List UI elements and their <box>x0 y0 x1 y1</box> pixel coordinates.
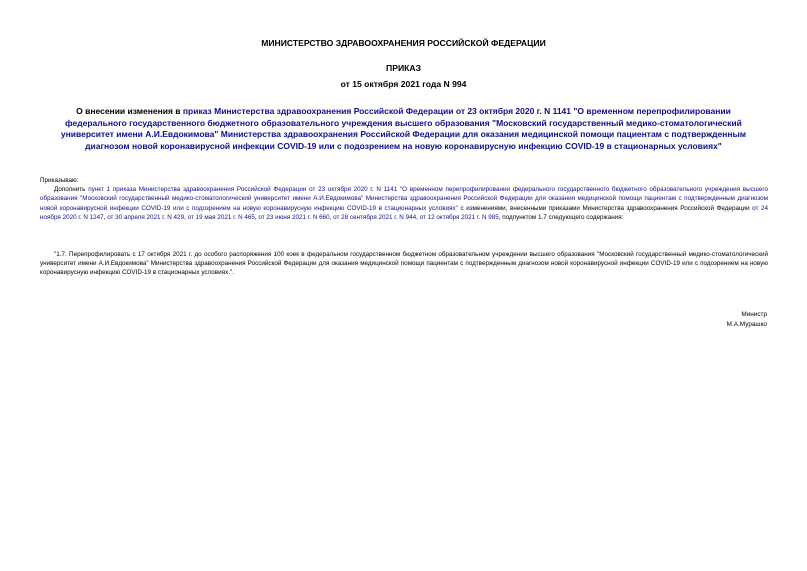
document-title <box>56 106 751 152</box>
para1-link-order-660[interactable]: от 23 июня 2021 г. N 660 <box>258 213 330 221</box>
para1-mid: с изменениями, внесенными приказами Министерства здравоохранения Российской Федерации <box>457 204 753 212</box>
para1-link-order-465[interactable]: от 19 мая 2021 г. N 465 <box>187 213 255 221</box>
para1-link-order-1141[interactable]: пункт 1 приказа Министерства здравоохранения Российской Федерации от 23 октября 2020 г. N 1141 "О временном перепрофилировании федерального государственного бюджетного образовательного учреждения высшего образования "Московский государственный медико-стоматологический университет имени А.И.Евдокимова" Министерства здравоохранения Российской Федерации для оказания медицинской помощи пациентам с подтвержденным диагнозом новой коронавирусной инфекции COVID-19 или с подозрением на новую коронавирусную инфекцию COVID-19 в стационарных условиях" <box>40 186 769 212</box>
signature-position: Министр <box>741 311 767 318</box>
separator: , <box>329 213 334 221</box>
paragraph-1 <box>40 185 768 222</box>
doc-type-heading: ПРИКАЗ <box>386 63 421 73</box>
signature-block <box>727 310 767 330</box>
ministry-heading: МИНИСТЕРСТВО ЗДРАВООХРАНЕНИЯ РОССИЙСКОЙ ФЕДЕРАЦИИ <box>261 38 546 48</box>
paragraph-2-block <box>40 250 768 278</box>
order-word: Приказываю: <box>40 177 79 184</box>
para1-prefix: Дополнить <box>54 186 89 194</box>
body-section <box>40 176 768 222</box>
separator: , <box>184 213 188 221</box>
signature-name: М.А.Мурашко <box>726 321 767 328</box>
title-prefix: О внесении изменения в <box>76 106 183 116</box>
separator: , <box>254 213 259 221</box>
para1-link-order-1247[interactable]: от 24 ноября 2020 г. N 1247 <box>40 204 768 221</box>
date-number-heading: от 15 октября 2021 года N 994 <box>340 79 467 89</box>
separator: , <box>103 213 108 221</box>
paragraph-2: "1.7. Перепрофилировать с 17 октября 2021 г. до особого распоряжения 100 коек в федеральном государственном бюджетном образовательном учреждении высшего образования "Московский государственный медико-стоматологический университет имени А.И.Евдокимова" Министерства здравоохранения Российской Федерации для оказания медицинской помощи пациентам с подтвержденным диагнозом новой коронавирусной инфекции COVID-19 или с подозрением на новую коронавирусную инфекцию COVID-19 в стационарных условиях.". <box>40 251 768 277</box>
separator: , <box>416 213 420 221</box>
title-link[interactable]: приказ Министерства здравоохранения Российской Федерации от 23 октября 2020 г. N 1141 "О временном перепрофилировании федерального государственного бюджетного образовательного учреждения высшего образования "Московский государственный медико-стоматологический университет имени А.И.Евдокимова" Министерства здравоохранения Российской Федерации для оказания медицинской помощи пациентам с подтвержденным диагнозом новой коронавирусной инфекции COVID-19 или с подозрением на новую коронавирусную инфекцию COVID-19 в стационарных условиях" <box>60 106 747 151</box>
para1-suffix: , подпунктом 1.7 следующего содержания: <box>498 213 624 221</box>
para1-link-order-944[interactable]: от 28 сентября 2021 г. N 944 <box>333 213 417 221</box>
para1-link-order-985[interactable]: от 12 октября 2021 г. N 985 <box>419 213 499 221</box>
para1-link-order-429[interactable]: от 30 апреля 2021 г. N 429 <box>107 213 185 221</box>
